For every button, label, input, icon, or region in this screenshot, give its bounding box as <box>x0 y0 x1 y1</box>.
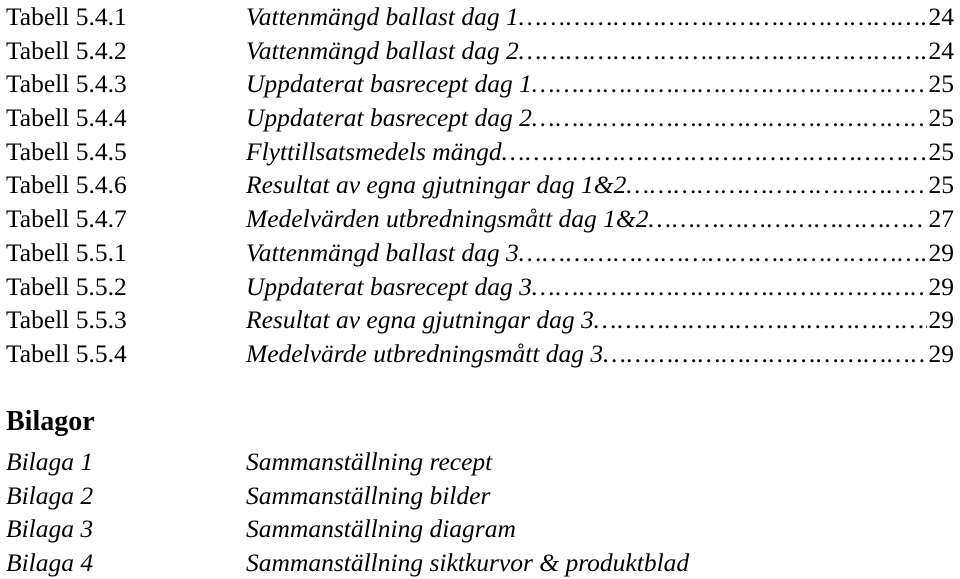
appendix-title: Sammanställning recept <box>246 445 492 479</box>
appendix-entry[interactable] <box>6 445 954 479</box>
page-number: 29 <box>927 337 955 371</box>
table-title: Vattenmängd ballast dag 3 <box>246 236 519 270</box>
page-number: 29 <box>927 270 955 304</box>
page-number: 25 <box>927 168 955 202</box>
table-title: Uppdaterat basrecept dag 3 <box>246 270 532 304</box>
table-entry[interactable] <box>6 303 954 337</box>
page-number: 25 <box>927 135 955 169</box>
dot-leader <box>532 67 927 101</box>
page-number: 24 <box>927 34 955 68</box>
page-number: 29 <box>927 236 955 270</box>
dot-leader <box>532 270 927 304</box>
appendix-number: Bilaga 1 <box>6 445 246 479</box>
page-number: 27 <box>927 202 955 236</box>
table-title: Resultat av egna gjutningar dag 3 <box>246 303 594 337</box>
page-number: 25 <box>927 67 955 101</box>
page-number: 29 <box>927 303 955 337</box>
dot-leader <box>626 168 926 202</box>
table-number: Tabell 5.4.3 <box>6 67 246 101</box>
dot-leader <box>519 34 927 68</box>
table-number: Tabell 5.4.7 <box>6 202 246 236</box>
appendix-entry[interactable] <box>6 512 954 546</box>
table-entry[interactable] <box>6 168 954 202</box>
dot-leader <box>532 101 927 135</box>
table-title: Medelvärden utbredningsmått dag 1&2 <box>246 202 649 236</box>
table-title: Medelvärde utbredningsmått dag 3 <box>246 337 603 371</box>
appendix-number: Bilaga 2 <box>6 479 246 513</box>
table-title: Vattenmängd ballast dag 2 <box>246 34 519 68</box>
appendix-entry[interactable] <box>6 479 954 513</box>
table-entry[interactable] <box>6 236 954 270</box>
appendix-title: Sammanställning bilder <box>246 479 490 513</box>
table-entry[interactable] <box>6 101 954 135</box>
appendix-heading: Bilagor <box>6 404 95 440</box>
table-title: Uppdaterat basrecept dag 2 <box>246 101 532 135</box>
table-entry[interactable] <box>6 135 954 169</box>
table-number: Tabell 5.4.5 <box>6 135 246 169</box>
table-number: Tabell 5.4.6 <box>6 168 246 202</box>
table-title: Resultat av egna gjutningar dag 1&2 <box>246 168 626 202</box>
appendix-entry[interactable] <box>6 546 954 579</box>
table-entry[interactable] <box>6 270 954 304</box>
dot-leader <box>502 135 927 169</box>
table-entry[interactable] <box>6 67 954 101</box>
dot-leader <box>594 303 927 337</box>
table-number: Tabell 5.4.4 <box>6 101 246 135</box>
appendix-list <box>6 445 954 579</box>
table-list <box>6 0 954 371</box>
table-title: Flyttillsatsmedels mängd <box>246 135 502 169</box>
table-title: Vattenmängd ballast dag 1 <box>246 0 519 34</box>
page-number: 25 <box>927 101 955 135</box>
dot-leader <box>649 202 927 236</box>
table-entry[interactable] <box>6 337 954 371</box>
table-number: Tabell 5.4.2 <box>6 34 246 68</box>
table-entry[interactable] <box>6 34 954 68</box>
table-number: Tabell 5.5.2 <box>6 270 246 304</box>
table-number: Tabell 5.5.3 <box>6 303 246 337</box>
table-number: Tabell 5.4.1 <box>6 0 246 34</box>
dot-leader <box>603 337 926 371</box>
appendix-title: Sammanställning diagram <box>246 512 516 546</box>
appendix-title: Sammanställning siktkurvor & produktblad <box>246 546 689 579</box>
appendix-number: Bilaga 3 <box>6 512 246 546</box>
table-number: Tabell 5.5.1 <box>6 236 246 270</box>
appendix-number: Bilaga 4 <box>6 546 246 579</box>
dot-leader <box>519 0 927 34</box>
table-title: Uppdaterat basrecept dag 1 <box>246 67 532 101</box>
table-entry[interactable] <box>6 202 954 236</box>
page-number: 24 <box>927 0 955 34</box>
dot-leader <box>519 236 927 270</box>
table-number: Tabell 5.5.4 <box>6 337 246 371</box>
table-entry[interactable] <box>6 0 954 34</box>
